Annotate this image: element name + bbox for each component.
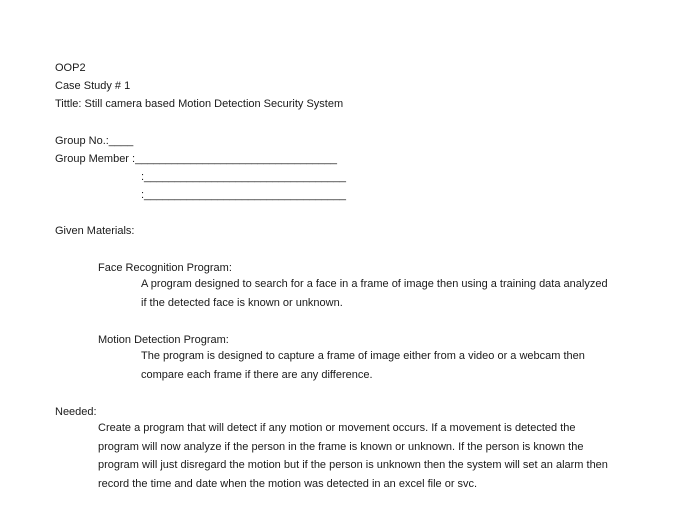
material-description-motion-detection: The program is designed to capture a frame of image either from a video or a webcam then compare each frame if there are any difference.: [141, 350, 585, 381]
course-code: OOP2: [55, 62, 86, 74]
group-member-line-1: Group Member :_________________________________: [55, 153, 337, 165]
group-number-line: Group No.:____: [55, 135, 134, 147]
group-member-line-2: :_________________________________: [141, 171, 346, 183]
document-title: Tittle: Still camera based Motion Detection Security System: [55, 98, 344, 110]
material-title-face-recognition: Face Recognition Program:: [98, 262, 232, 274]
material-title-motion-detection: Motion Detection Program:: [98, 334, 229, 346]
given-materials-heading: Given Materials:: [55, 225, 135, 237]
needed-description: Create a program that will detect if any motion or movement occurs. If a movement is detected the program will now analyze if the person in the frame is known or unknown. If the person is known the program will just disregard the motion but if the person is unknown then the system will set an alarm then record the time and date when the motion was detected in an excel file or svc.: [98, 422, 608, 490]
needed-heading: Needed:: [55, 406, 97, 418]
group-member-line-3: :_________________________________: [141, 189, 346, 201]
case-study-label: Case Study # 1: [55, 80, 131, 92]
material-description-face-recognition: A program designed to search for a face in a frame of image then using a training data analyzed if the detected face is known or unknown.: [141, 278, 608, 309]
